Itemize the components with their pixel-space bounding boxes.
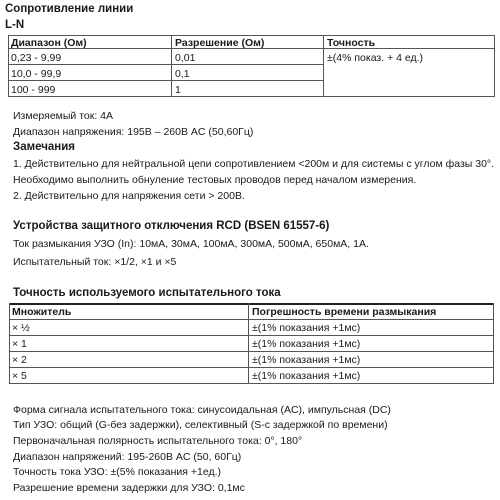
table-cell-multiplier: × 2 (12, 354, 27, 366)
note-2: 2. Действительно для напряжения сети > 200В. (13, 190, 245, 202)
voltage-range: Диапазон напряжения: 195В – 260В AC (50,60Гц) (13, 126, 254, 138)
header-accuracy: Точность (327, 37, 376, 49)
table-cell-error: ±(1% показания +1мс) (252, 370, 361, 382)
header-resolution: Разрешение (Ом) (175, 37, 265, 49)
table-cell-multiplier: × 1 (12, 338, 27, 350)
table-cell-accuracy: ±(4% показ. + 4 ед.) (327, 52, 424, 64)
note-1-line-2: Необходимо выполнить обнуление тестовых проводов перед началом измерения. (13, 174, 417, 186)
header-trip-time-error: Погрешность времени размыкания (252, 306, 437, 318)
header-multiplier: Множитель (12, 306, 72, 318)
test-current-accuracy-title: Точность используемого испытательного тока (13, 287, 281, 299)
note-1-line-1: 1. Действительно для нейтральной цепи сопротивлением <200м и для системы с углом фазы 30°. (13, 158, 495, 170)
polarity-spec: Первоначальная полярность испытательного тока: 0°, 180° (13, 435, 303, 447)
table-cell-resolution: 0,01 (175, 52, 196, 64)
header-range: Диапазон (Ом) (11, 37, 87, 49)
table-cell-error: ±(1% показания +1мс) (252, 338, 361, 350)
rcd-test-current: Испытательный ток: ×1/2, ×1 и ×5 (13, 256, 177, 268)
line-resistance-title: Сопротивление линии (5, 3, 134, 15)
notes-title: Замечания (13, 141, 76, 153)
table-cell-resolution: 1 (175, 84, 181, 96)
table-cell-range: 100 - 999 (11, 84, 56, 96)
current-accuracy-spec: Точность тока УЗО: ±(5% показания +1ед.) (13, 466, 222, 478)
table-cell-resolution: 0,1 (175, 68, 190, 80)
table-cell-range: 10,0 - 99,9 (11, 68, 62, 80)
table-cell-multiplier: × 5 (12, 370, 27, 382)
table-cell-error: ±(1% показания +1мс) (252, 322, 361, 334)
table-cell-error: ±(1% показания +1мс) (252, 354, 361, 366)
waveform-spec: Форма сигнала испытательного тока: синусоидальная (AC), импульсная (DC) (13, 404, 391, 416)
line-resistance-subtitle: L-N (5, 19, 25, 31)
table-cell-range: 0,23 - 9,99 (11, 52, 62, 64)
rcd-type-spec: Тип УЗО: общий (G-без задержки), селективный (S-с задержкой по времени) (13, 419, 388, 431)
table-cell-multiplier: × ½ (12, 322, 30, 334)
rcd-trip-current: Ток размыкания УЗО (In): 10мА, 30мА, 100мА, 300мА, 500мА, 650мА, 1А. (13, 238, 369, 250)
measured-current: Измеряемый ток: 4А (13, 110, 114, 122)
delay-resolution-spec: Разрешение времени задержки для УЗО: 0,1мс (13, 482, 245, 494)
voltage-spec: Диапазон напряжений: 195-260В AC (50, 60Гц) (13, 451, 242, 463)
rcd-title: Устройства защитного отключения RCD (BSEN 61557-6) (13, 220, 330, 232)
